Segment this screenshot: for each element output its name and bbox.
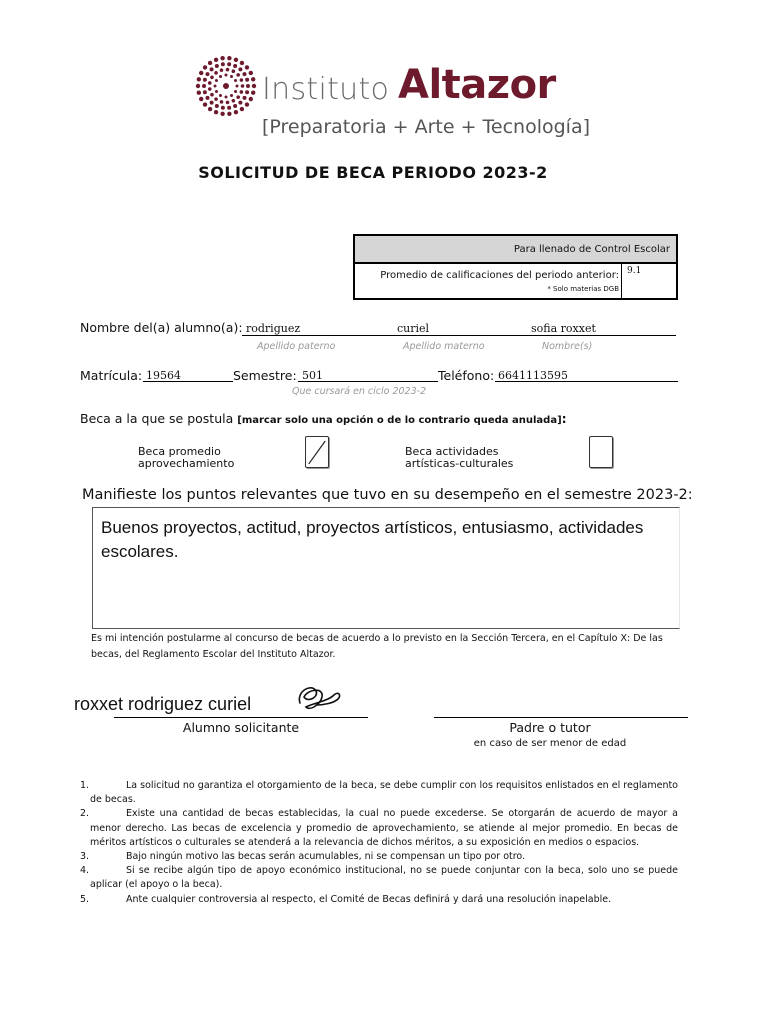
hint-apellido-materno: Apellido materno [403,341,485,352]
page-title: SOLICITUD DE BECA PERIODO 2023-2 [198,163,548,182]
brand-name-bold: Altazor [398,62,556,108]
brand-tagline: [Preparatoria + Arte + Tecnología] [262,116,591,138]
list-item [80,864,678,892]
beca-actividades-line2: artísticas-culturales [405,457,514,470]
note-text: La solicitud no garantiza el otorgamiento de la beca, se debe cumplir con los requisitos enlistados en el reglamento de becas. [90,780,678,806]
matricula-field[interactable]: 19564 [146,369,181,382]
semestre-hint: Que cursará en ciclo 2023-2 [292,386,427,397]
box-divider [621,264,622,298]
matricula-label: Matrícula: [80,368,143,383]
list-item [80,779,678,807]
promedio-label: Promedio de calificaciones del periodo anterior: [380,270,619,281]
beca-actividades-line1: Beca actividades [405,445,499,458]
beca-instruction-colon: : [561,411,567,426]
beca-actividades-checkbox[interactable] [589,436,613,468]
intencion-statement: Es mi intención postularme al concurso de becas de acuerdo a lo previsto en la Sección Tercera, en el Capítulo X: De las becas, del Reglamento Escolar del Instituto Altazor. [91,633,663,660]
beca-instruction: [marcar solo una opción o de lo contrario queda anulada] [237,415,562,426]
note-text: Ante cualquier controversia al respecto, el Comité de Becas definirá y dará una resolución inapelable. [126,893,612,905]
telefono-label: Teléfono: [438,368,495,383]
control-escolar-header: Para llenado de Control Escolar [355,236,676,264]
alumno-signature-label: Alumno solicitante [182,720,300,735]
desempeno-prompt: Manifieste los puntos relevantes que tuvo en su desempeño en el semestre 2023-2: [82,487,693,503]
beca-label-text: Beca a la que se postula [80,411,234,426]
semestre-field[interactable]: 501 [302,369,323,382]
student-name-label: Nombre del(a) alumno(a): [80,320,243,335]
student-name-underline [242,335,676,336]
note-number: 1. [80,780,90,791]
beca-promedio-checkbox[interactable] [305,436,329,468]
beca-actividades-label [405,446,513,470]
nombres-field[interactable]: sofia roxxet [531,322,596,335]
list-item [80,850,678,864]
desempeno-text: Buenos proyectos, actitud, proyectos artísticos, entusiasmo, actividades escolares. [101,518,644,561]
apellido-materno-field[interactable]: curiel [397,322,430,335]
beca-promedio-line2: aprovechamiento [138,457,235,470]
hint-nombres: Nombre(s) [542,341,593,352]
alumno-signature-name[interactable]: roxxet rodriguez curiel [74,694,252,714]
handwritten-signature-icon [294,681,346,715]
list-item [80,893,678,907]
control-escolar-box [353,234,678,300]
note-text: Bajo ningún motivo las becas serán acumulables, ni se compensan un tipo por otro. [126,851,526,863]
notes-list [80,779,678,907]
brand-name-light: Instituto [262,72,390,107]
hint-apellido-paterno: Apellido paterno [257,341,336,352]
institute-logo-icon [195,55,257,117]
note-number: 5. [80,893,90,905]
promedio-note: * Solo materias DGB [547,285,619,293]
note-number: 2. [80,808,90,820]
tutor-signature-label: Padre o tutor [509,720,591,735]
note-text: Si se recibe algún tipo de apoyo económico institucional, no se puede conjuntar con la beca, solo uno se puede aplicar (el apoyo o la beca). [90,865,678,891]
apellido-paterno-field[interactable]: rodriguez [246,322,301,335]
telefono-field[interactable]: 6641113595 [498,369,568,382]
beca-promedio-label [138,446,234,470]
note-number: 3. [80,851,90,863]
checkbox-mark-icon [309,441,326,464]
note-text: Existe una cantidad de becas establecidas, la cual no puede excederse. Se otorgarán de acuerdo de mayor a menor derecho. Las becas de excelencia y promedio de aprovechamiento, se atiende al mejor promedio. En becas de méritos artísticos o culturales se atenderá a la relevancia de dichos méritos, a su exposición en medios o espacios. [90,808,678,848]
note-number: 4. [80,865,90,877]
beca-label [80,411,567,426]
alumno-signature-line [114,717,368,718]
beca-promedio-line1: Beca promedio [138,445,221,458]
semestre-label: Semestre: [233,368,297,383]
desempeno-textarea[interactable] [92,507,680,629]
promedio-value-field[interactable]: 9.1 [627,266,642,276]
tutor-signature-line[interactable] [434,717,688,718]
tutor-note: en caso de ser menor de edad [473,738,627,749]
list-item [80,807,678,850]
